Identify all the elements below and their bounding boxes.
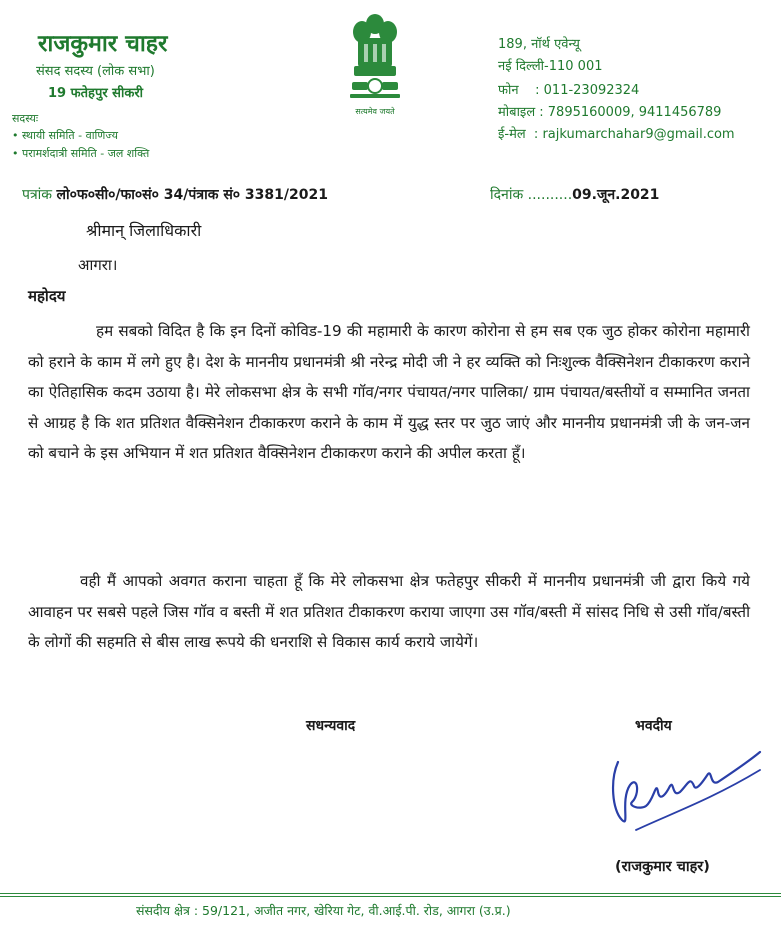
committee-item: • स्थायी समिति - वाणिज्य <box>12 129 119 142</box>
reference-label: पत्रांक <box>22 187 53 203</box>
footer-address: संसदीय क्षेत्र : 59/121, अजीत नगर, खेरिया गेट, वी.आई.पी. रोड, आगरा (उ.प्र.) <box>136 903 511 918</box>
mp-name: राजकुमार चाहर <box>38 30 168 57</box>
mp-role: संसद सदस्य (लोक सभा) <box>36 64 155 79</box>
address-line: नई दिल्ली-110 001 <box>498 59 603 74</box>
mp-constituency: 19 फतेहपुर सीकरी <box>48 86 144 101</box>
email-line: ई-मेल : rajkumarchahar9@gmail.com <box>498 127 735 142</box>
salutation: महोदय <box>28 287 66 305</box>
recipient-city: आगरा। <box>78 256 118 274</box>
footer-divider <box>0 893 781 894</box>
emblem-motto: सत्यमेव जयते <box>355 107 395 116</box>
national-emblem <box>340 10 410 120</box>
lion-capital-icon <box>340 10 410 106</box>
date-label: दिनांक .......... <box>490 187 573 203</box>
body-paragraph-1: हम सबको विदित है कि इन दिनों कोविड-19 की महामारी के कारण कोरोना से हम सब एक जुठ होकर कोरोना महामारी को हराने के काम में लगे हुए है। देश के माननीय प्रधानमंत्री श्री नरेन्द्र मोदी जी ने हर व्यक्ति को निःशुल्क वैक्सिनेशन टीकाकरण कराने का ऐतिहासिक कदम उठाया है। मेरे लोकसभा क्षेत्र के सभी गॉव/नगर पंचायत/नगर पालिका/ ग्राम पंचायत/बस्तीयों व सम्मानित जनता से आग्रह है कि शत प्रतिशत वैक्सिनेशन टीकाकरण कराने के काम में युद्ध स्तर पर जुठ जाएं और माननीय प्रधानमंत्री जी के जन-जन को बचाने के इस अभियान में शत प्रतिशत वैक्सिनेशन टीकाकरण कराने की अपील करता हूँ। <box>28 322 750 462</box>
footer-divider <box>0 896 781 897</box>
closing-yours: भवदीय <box>635 718 672 734</box>
reference-number <box>22 185 328 204</box>
address-line: 189, नॉर्थ एवेन्यू <box>498 37 580 52</box>
recipient-title: श्रीमान् जिलाधिकारी <box>86 221 202 240</box>
member-label: सदस्यः <box>12 112 39 125</box>
letter-date <box>490 185 659 204</box>
body-paragraph-2: वही मैं आपको अवगत कराना चाहता हूँ कि मेरे लोकसभा क्षेत्र फतेहपुर सीकरी में माननीय प्रधानमंत्री जी द्वारा किये गये आवाहन पर सबसे पहले जिस गॉव व बस्ती में शत प्रतिशत टीकाकरण कराया जाएगा उस गॉव/बस्ती में सांसद निधि से उसी गॉव/बस्ती के लोगों की सहमति से बीस लाख रूपये की धनराशि से विकास कार्य कराये जायेगें। <box>28 572 750 651</box>
handwritten-signature <box>600 740 770 845</box>
mobile-line: मोबाइल : 7895160009, 9411456789 <box>498 105 722 120</box>
committee-item: • परामर्शदात्री समिति - जल शक्ति <box>12 147 150 160</box>
phone-line: फोन : 011-23092324 <box>498 83 640 98</box>
date-value: 09.जून.2021 <box>572 187 660 203</box>
signer-name: (राजकुमार चाहर) <box>615 859 710 875</box>
reference-value: लो०फ०सी०/फा०सं० 34/पंत्राक सं० 3381/2021 <box>56 187 328 203</box>
closing-thanks: सधन्यवाद <box>306 718 356 734</box>
